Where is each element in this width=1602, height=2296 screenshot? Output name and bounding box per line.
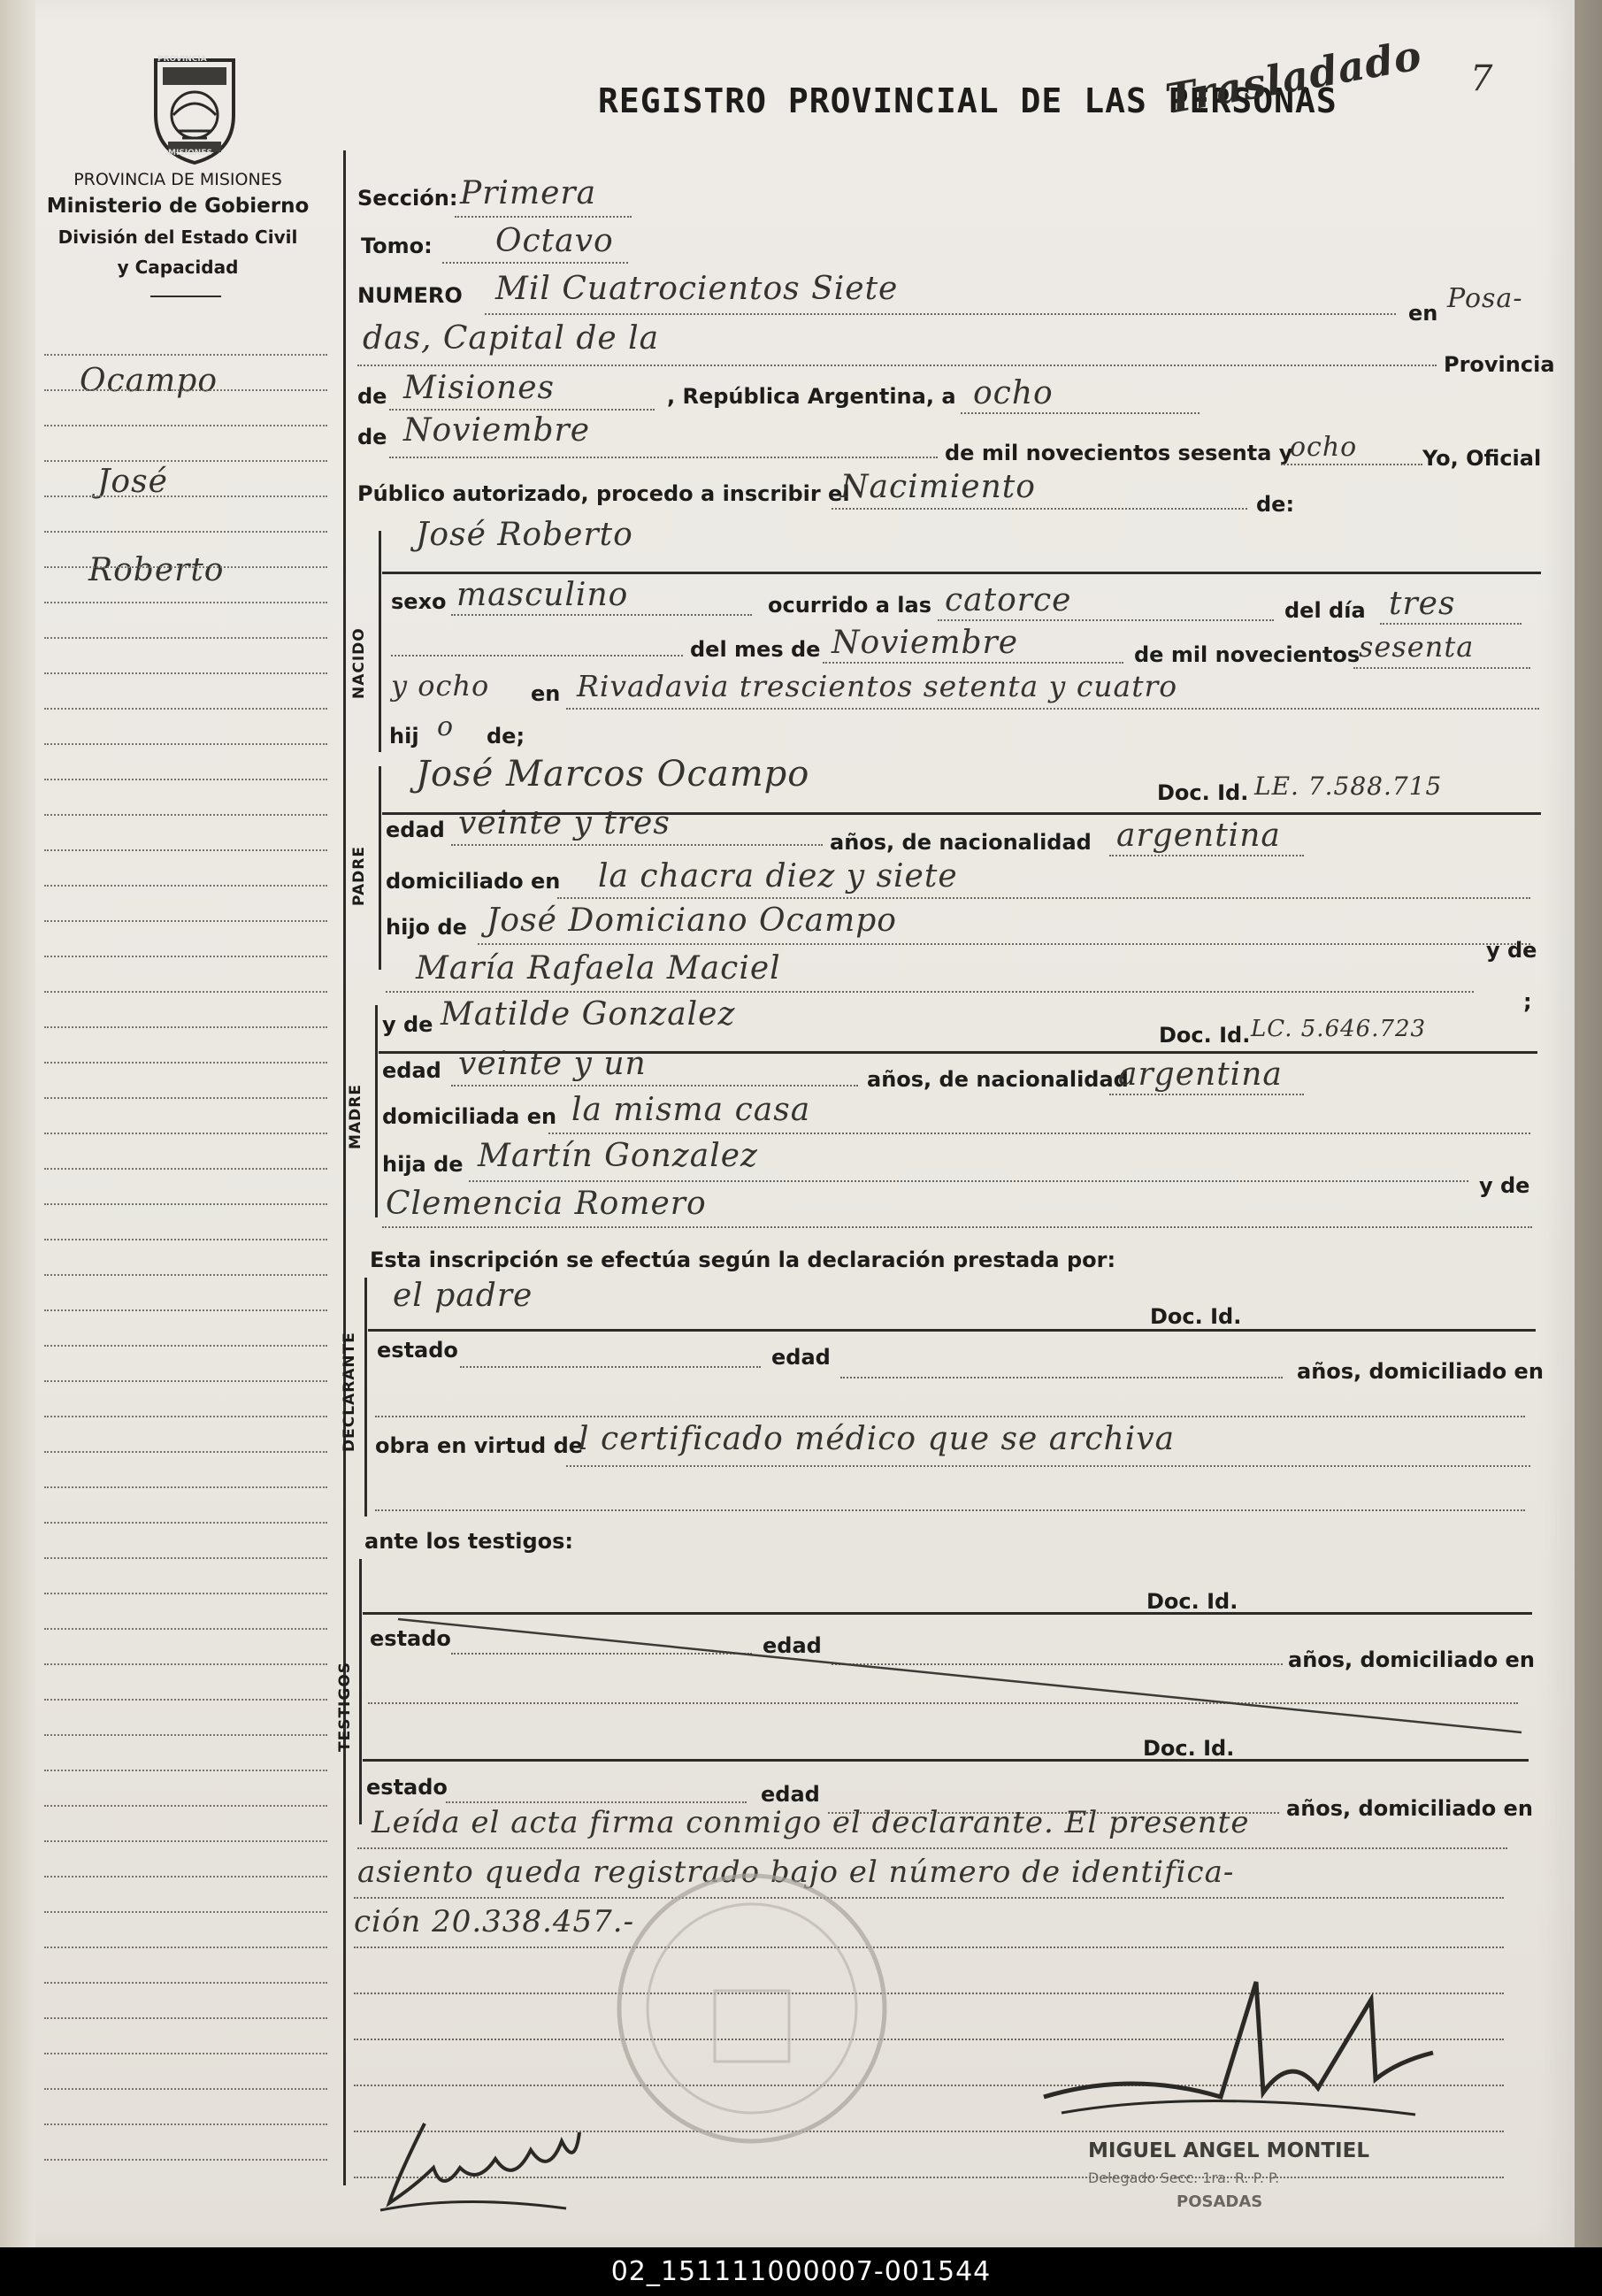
padre-dom-line — [557, 897, 1530, 899]
lugar-value: Rivadavia trescientos setenta y cuatro — [577, 669, 1178, 703]
margin-line — [44, 991, 327, 993]
city-value: das, Capital de la — [363, 320, 660, 357]
margin-line — [44, 1486, 327, 1488]
numero-line — [485, 313, 1396, 315]
margin-line — [44, 1274, 327, 1276]
header-division: División del Estado Civil — [57, 227, 298, 248]
testigo1-rule — [363, 1612, 1532, 1615]
testigo2-edad-label: edad — [761, 1782, 820, 1807]
dia-line — [961, 412, 1200, 414]
binding-edge — [0, 0, 35, 2247]
hora-value: catorce — [945, 582, 1072, 618]
margin-line — [44, 885, 327, 887]
margin-line — [44, 814, 327, 816]
margin-line — [44, 460, 327, 462]
declarante-anios-label: años, domiciliado en — [1297, 1359, 1544, 1384]
margin-line — [44, 1026, 327, 1028]
provincia-label: Provincia — [1444, 352, 1555, 377]
de-mil-label: de mil novecientos sesenta y — [945, 441, 1293, 465]
obra-value: l certificado médico que se archiva — [579, 1421, 1176, 1457]
madre-madre-value: Clemencia Romero — [386, 1186, 707, 1222]
testigo2-anios-label: años, domiciliado en — [1286, 1796, 1533, 1821]
testigo2-rule — [363, 1759, 1529, 1762]
margin-line — [44, 1062, 327, 1064]
testigo1-doc-label: Doc. Id. — [1146, 1589, 1238, 1614]
provincia-line — [389, 409, 655, 411]
margin-line — [44, 779, 327, 780]
madre-edad-line — [451, 1085, 858, 1087]
hij-label: hij — [389, 724, 419, 749]
margin-line — [44, 1309, 327, 1311]
sexo-value: masculino — [456, 577, 629, 613]
declarante-dom-line — [375, 1416, 1525, 1417]
madre-padre-value: Martín Gonzalez — [478, 1138, 758, 1174]
padre-padre-line — [478, 943, 1530, 945]
cancel-stroke-1 — [363, 1616, 1530, 1734]
mes-value: Noviembre — [403, 412, 591, 449]
lugar-line — [566, 708, 1539, 710]
publico-label: Público autorizado, procedo a inscribir el — [357, 481, 850, 506]
padre-dom-label: domiciliado en — [386, 869, 561, 894]
padre-doc-value: LE. 7.588.715 — [1254, 772, 1443, 801]
madre-doc-label: Doc. Id. — [1159, 1023, 1251, 1048]
provincia-value: Misiones — [403, 370, 556, 406]
hora-line — [938, 619, 1274, 621]
margin-line — [44, 425, 327, 426]
del-dia-label: del día — [1284, 598, 1366, 623]
officer-signature-icon — [1026, 1964, 1442, 2123]
testigos-side-label: TESTIGOS — [336, 1661, 354, 1752]
margin-name1: José — [97, 464, 168, 500]
ante-testigos-label: ante los testigos: — [364, 1529, 574, 1554]
en-label: en — [1408, 301, 1438, 326]
madre-hija-label: hija de — [382, 1152, 464, 1177]
margin-surname: Ocampo — [80, 363, 218, 399]
margin-line — [44, 1593, 327, 1594]
closing-line-3: ción 20.338.457.- — [354, 1904, 635, 1939]
bottom-line — [354, 1947, 1504, 1948]
margin-line — [44, 1203, 327, 1205]
margin-line — [44, 672, 327, 674]
madre-nac-value: argentina — [1118, 1056, 1283, 1093]
madre-padre-line — [469, 1180, 1468, 1182]
margin-line — [44, 602, 327, 603]
declarante-bracket — [364, 1278, 367, 1517]
tomo-label: Tomo: — [361, 234, 433, 258]
seccion-value: Primera — [460, 175, 597, 211]
margin-line — [44, 1947, 327, 1948]
semicolon-label: ; — [1523, 989, 1532, 1014]
margin-line — [44, 389, 327, 391]
blank-line — [391, 655, 683, 657]
de-semi-label: de; — [487, 724, 525, 749]
margin-line — [44, 1416, 327, 1417]
margin-line — [44, 1911, 327, 1913]
padre-bracket — [379, 766, 381, 970]
officer-city: POSADAS — [1177, 2192, 1263, 2211]
margin-line — [44, 1239, 327, 1240]
anio-nac-value-2: y ocho — [391, 669, 490, 703]
margin-line — [44, 1663, 327, 1665]
declarante-edad-line — [840, 1377, 1283, 1378]
republica-label: , República Argentina, a — [667, 384, 956, 409]
de-label-2: de — [357, 425, 387, 449]
seal-bottom-text: MISIONES — [168, 149, 212, 157]
de-mil-nac-label: de mil novecientos — [1134, 642, 1361, 667]
testigo1-estado-label: estado — [370, 1626, 451, 1651]
padre-padre-value: José Domiciano Ocampo — [487, 902, 897, 939]
nacido-side-label: NACIDO — [350, 627, 368, 699]
declarante-side-label: DECLARANTE — [341, 1332, 358, 1452]
obra-line-2 — [375, 1509, 1525, 1511]
padre-side-label: PADRE — [350, 846, 368, 906]
margin-line — [44, 1451, 327, 1453]
margin-line — [44, 1876, 327, 1877]
footer-bar — [0, 2247, 1602, 2296]
numero-label: NUMERO — [357, 283, 463, 308]
madre-yde-label-2: y de — [1479, 1173, 1530, 1198]
anio-value: ocho — [1290, 432, 1358, 463]
madre-anios-label: años, de nacionalidad — [867, 1067, 1129, 1092]
margin-line — [44, 1840, 327, 1842]
margin-line — [44, 1628, 327, 1630]
testigo2-estado-label: estado — [366, 1775, 448, 1800]
officer-name: MIGUEL ANGEL MONTIEL — [1088, 2139, 1369, 2162]
hij-suffix: o — [437, 711, 455, 742]
margin-line — [44, 920, 327, 922]
closing-line-2: asiento queda registrado bajo el número de identifica- — [357, 1854, 1235, 1890]
margin-line — [44, 2017, 327, 2019]
declarante-estado-label: estado — [377, 1338, 458, 1363]
closing-line-1-dots — [357, 1847, 1507, 1849]
nacido-rule — [382, 572, 1541, 574]
madre-dom-line — [548, 1133, 1530, 1134]
padre-yde-label: y de — [1486, 938, 1537, 963]
padre-madre-line — [386, 991, 1474, 993]
margin-line — [44, 956, 327, 957]
testigos-bracket — [359, 1559, 362, 1824]
dia-nac-value: tres — [1389, 586, 1456, 622]
madre-nac-line — [1109, 1094, 1304, 1095]
header-capacity: y Capacidad — [117, 257, 239, 278]
yo-oficial-label: Yo, Oficial — [1422, 446, 1542, 471]
padre-nombre: José Marcos Ocampo — [416, 754, 810, 795]
de-colon-label: de: — [1256, 492, 1295, 517]
seal-top-text: PROVINCIA — [157, 55, 207, 64]
margin-line — [44, 1522, 327, 1524]
madre-madre-line — [382, 1226, 1532, 1228]
esta-inscripcion-label: Esta inscripción se efectúa según la declaración prestada por: — [370, 1248, 1116, 1272]
anio-line — [1281, 464, 1422, 465]
margin-line — [44, 1097, 327, 1099]
madre-doc-value: LC. 5.646.723 — [1251, 1016, 1427, 1042]
sexo-label: sexo — [391, 589, 447, 614]
closing-line-2-dots — [354, 1897, 1504, 1899]
trasladado-stamp: Trasladado — [1161, 30, 1426, 124]
declarante-value: el padre — [393, 1278, 533, 1314]
padre-anios-label: años, de nacionalidad — [830, 830, 1092, 855]
declarante-estado-line — [460, 1366, 761, 1368]
margin-line — [44, 1168, 327, 1170]
margin-line — [44, 1770, 327, 1771]
margin-line — [44, 2088, 327, 2090]
madre-dom-value: la misma casa — [571, 1092, 811, 1128]
padre-nac-value: argentina — [1116, 818, 1281, 854]
mes-line — [389, 457, 938, 458]
margin-line — [44, 1982, 327, 1984]
document-title: REGISTRO PROVINCIAL DE LAS PERSONAS — [598, 81, 1338, 120]
margin-line — [44, 531, 327, 533]
margin-line — [44, 849, 327, 851]
nacido-nombre: José Roberto — [416, 517, 633, 553]
margin-line — [44, 743, 327, 745]
del-mes-label: del mes de — [690, 637, 821, 662]
madre-yde-label: y de — [382, 1012, 433, 1037]
mes-nac-line — [823, 662, 1123, 664]
de-label: de — [357, 384, 387, 409]
margin-line — [44, 1734, 327, 1736]
testigo1-anios-label: años, domiciliado en — [1288, 1647, 1535, 1672]
official-stamp-icon — [610, 1867, 893, 2150]
padre-nac-line — [1109, 855, 1304, 856]
header-ministry: Ministerio de Gobierno — [46, 195, 310, 218]
margin-line — [44, 566, 327, 568]
margin-name2: Roberto — [88, 552, 225, 588]
header-province: PROVINCIA DE MISIONES — [73, 170, 282, 189]
madre-bracket — [375, 1005, 378, 1217]
seccion-line — [455, 216, 632, 218]
closing-line-1: Leída el acta firma conmigo el declarante. El presente — [372, 1805, 1250, 1840]
scan-id: 02_151111000007-001544 — [610, 2256, 992, 2287]
padre-hijo-label: hijo de — [386, 915, 467, 940]
tomo-value: Octavo — [495, 223, 614, 259]
margin-line — [44, 637, 327, 639]
sexo-line — [451, 614, 752, 616]
madre-edad-label: edad — [382, 1058, 441, 1083]
numero-value: Mil Cuatrocientos Siete — [495, 271, 899, 307]
tomo-line — [442, 262, 628, 264]
madre-edad-value: veinte y un — [458, 1046, 647, 1082]
declarant-signature-icon — [372, 2106, 584, 2221]
padre-edad-value: veinte y tres — [458, 805, 671, 841]
margin-line — [44, 1133, 327, 1134]
margin-line — [44, 1699, 327, 1701]
madre-dom-label: domiciliada en — [382, 1104, 557, 1129]
padre-edad-line — [451, 844, 823, 846]
ocurrido-label: ocurrido a las — [768, 593, 931, 618]
acto-value: Nacimiento — [840, 469, 1036, 505]
declarante-doc-label: Doc. Id. — [1150, 1304, 1242, 1329]
mes-nac-value: Noviembre — [832, 625, 1019, 661]
margin-line — [44, 1557, 327, 1559]
margin-divider — [343, 150, 346, 2185]
declarante-edad-label: edad — [771, 1345, 831, 1370]
anio-nac-line — [1353, 667, 1530, 669]
dia-value: ocho — [973, 375, 1054, 411]
madre-side-label: MADRE — [347, 1084, 364, 1149]
testigo1-edad-label: edad — [763, 1633, 822, 1658]
officer-role: Delegado Secc. 1ra. R. P. P. — [1088, 2169, 1280, 2186]
obra-label: obra en virtud de — [375, 1433, 584, 1458]
padre-edad-label: edad — [386, 818, 445, 842]
dia-nac-line — [1380, 623, 1522, 625]
padre-dom-value: la chacra diez y siete — [598, 858, 958, 895]
obra-line — [566, 1465, 1530, 1467]
en-city-value: Posa- — [1447, 283, 1523, 314]
margin-line — [44, 1380, 327, 1382]
margin-line — [44, 2123, 327, 2125]
padre-madre-value: María Rafaela Maciel — [416, 950, 781, 987]
margin-line — [44, 495, 327, 497]
testigo2-estado-line — [446, 1801, 747, 1803]
nacido-bracket — [379, 531, 381, 752]
declarante-rule — [368, 1329, 1536, 1332]
city-line — [357, 365, 1437, 366]
margin-line — [44, 1805, 327, 1807]
margin-line — [44, 2053, 327, 2054]
header-divider — [150, 296, 221, 297]
madre-nombre: Matilde Gonzalez — [441, 996, 736, 1033]
margin-line — [44, 2159, 327, 2161]
margin-line — [44, 1345, 327, 1347]
anio-nac-value: sesenta — [1359, 630, 1475, 664]
margin-line — [44, 354, 327, 356]
testigo2-doc-label: Doc. Id. — [1143, 1736, 1235, 1761]
margin-line — [44, 708, 327, 710]
padre-doc-label: Doc. Id. — [1157, 780, 1249, 805]
en-label-nac: en — [531, 681, 561, 706]
seccion-label: Sección: — [357, 186, 458, 211]
page-number: 7 — [1470, 58, 1494, 99]
acto-line — [832, 508, 1247, 510]
